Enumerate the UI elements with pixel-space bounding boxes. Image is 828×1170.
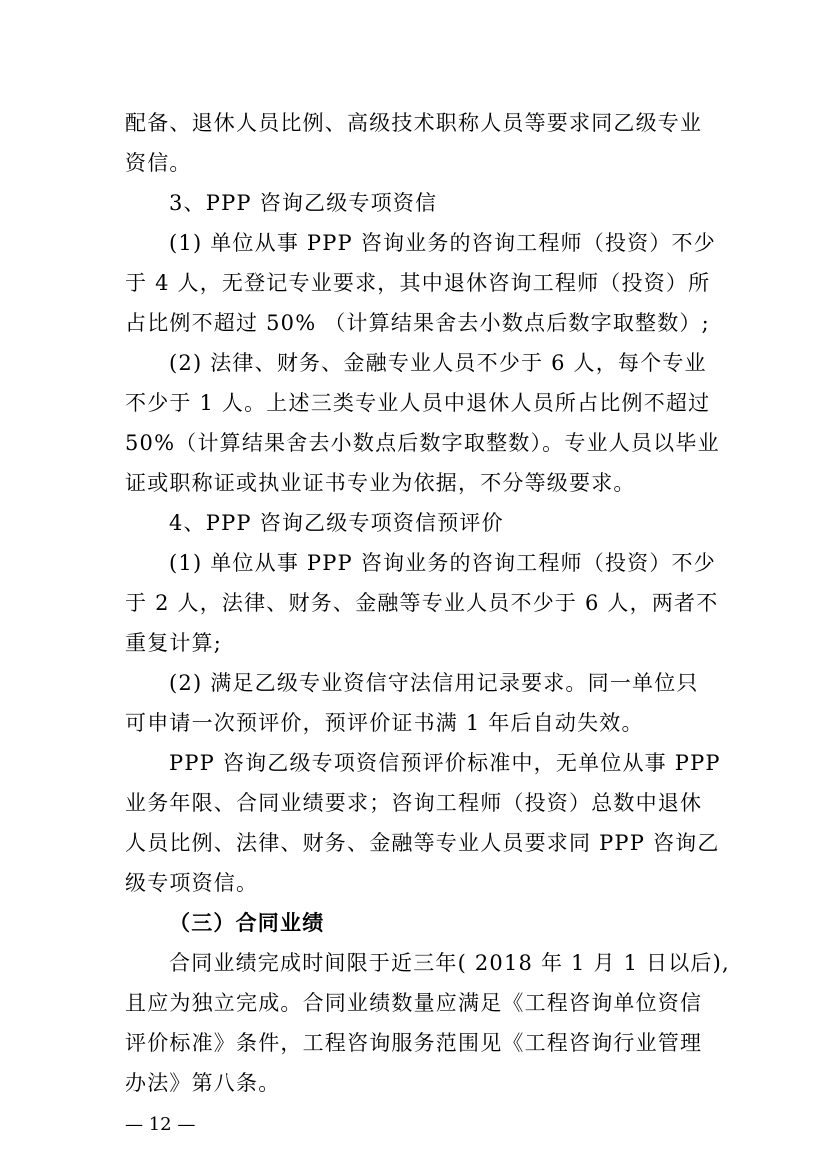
text-line: 业务年限、合同业绩要求；咨询工程师（投资）总数中退休 [125, 791, 703, 815]
text-line: (2) 满足乙级专业资信守法信用记录要求。同一单位只 [169, 671, 699, 695]
text-line: 于 2 人，法律、财务、金融等专业人员不少于 6 人，两者不 [125, 591, 719, 615]
text-line: 评价标准》条件，工程咨询服务范围见《工程咨询行业管理 [125, 1031, 703, 1055]
text-line: (1) 单位从事 PPP 咨询业务的咨询工程师（投资）不少 [169, 231, 716, 255]
text-line: (1) 单位从事 PPP 咨询业务的咨询工程师（投资）不少 [169, 551, 716, 575]
text-line: 可申请一次预评价，预评价证书满 1 年后自动失效。 [125, 711, 644, 735]
text-line: 且应为独立完成。合同业绩数量应满足《工程咨询单位资信 [125, 991, 703, 1015]
section-heading: （三）合同业绩 [169, 910, 325, 935]
text-line: PPP 咨询乙级专项资信预评价标准中，无单位从事 PPP [169, 751, 721, 775]
section-heading: 3、PPP 咨询乙级专项资信 [169, 191, 438, 215]
text-line: 于 4 人，无登记专业要求，其中退休咨询工程师（投资）所 [125, 271, 711, 295]
section-heading: 4、PPP 咨询乙级专项资信预评价 [169, 511, 504, 535]
text-line: 不少于 1 人。上述三类专业人员中退休人员所占比例不超过 [125, 391, 711, 415]
page-number: — 12 — [125, 1114, 196, 1135]
text-line: 办法》第八条。 [125, 1071, 281, 1095]
text-line: 重复计算; [125, 631, 223, 655]
text-line: 级专项资信。 [125, 871, 259, 895]
text-line: 50%（计算结果舍去小数点后数字取整数）。专业人员以毕业 [125, 431, 720, 455]
text-line: 证或职称证或执业证书专业为依据，不分等级要求。 [125, 471, 636, 495]
text-line: 资信。 [125, 151, 192, 175]
text-line: 占比例不超过 50% （计算结果舍去小数点后数字取整数）; [125, 311, 710, 335]
text-line: 配备、退休人员比例、高级技术职称人员等要求同乙级专业 [125, 111, 703, 135]
text-line: 人员比例、法律、财务、金融等专业人员要求同 PPP 咨询乙 [125, 831, 720, 855]
text-line: (2) 法律、财务、金融专业人员不少于 6 人，每个专业 [169, 351, 707, 375]
text-line: 合同业绩完成时间限于近三年( 2018 年 1 月 1 日以后), [169, 951, 730, 975]
